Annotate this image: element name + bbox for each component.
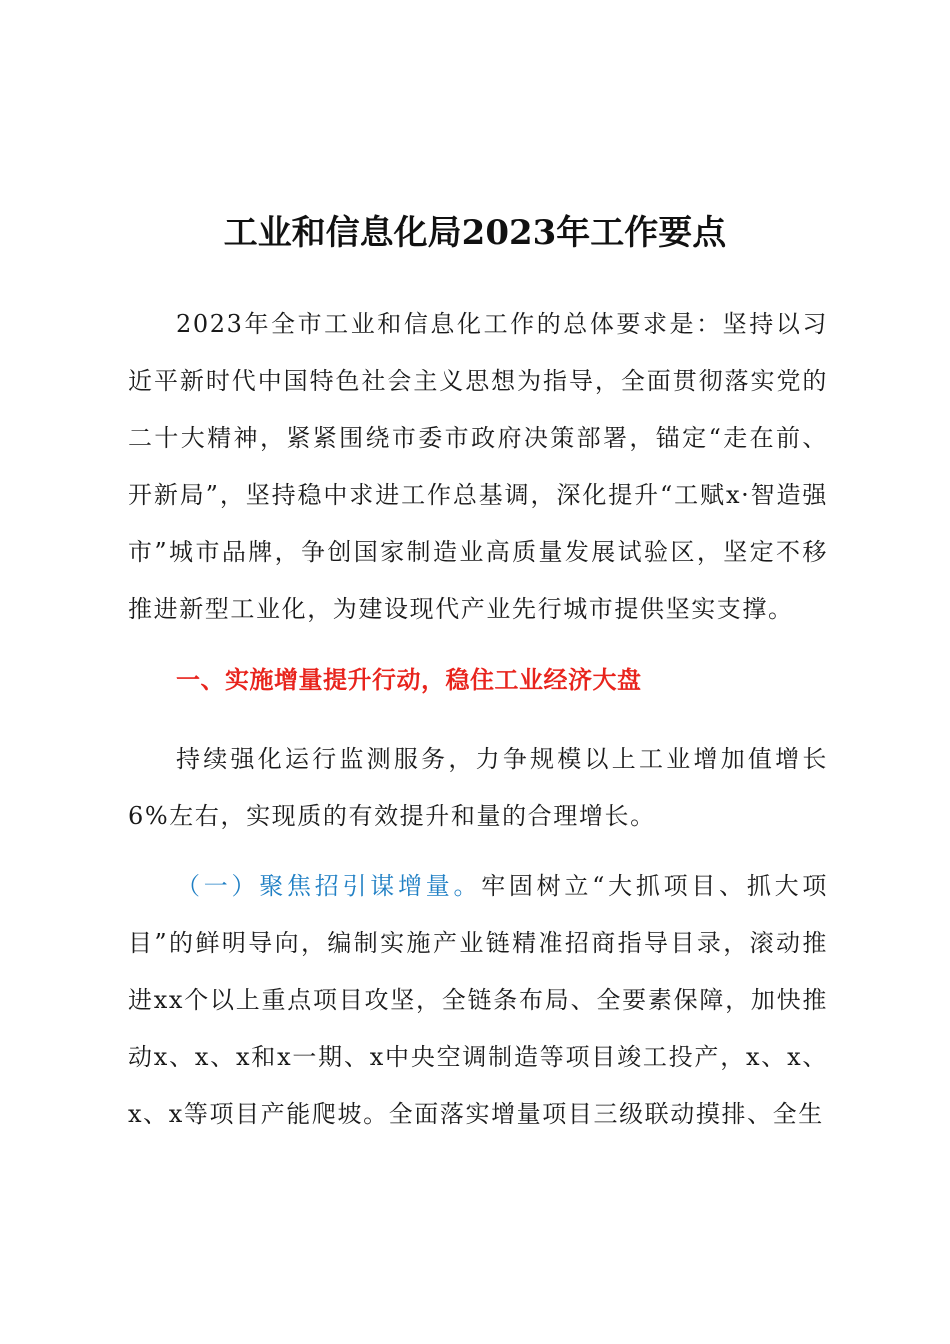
item-paragraph [128, 858, 828, 1143]
section-heading: 一、实施增量提升行动，稳住工业经济大盘 [176, 666, 642, 694]
intro-paragraph: 2023年全市工业和信息化工作的总体要求是：坚持以习近平新时代中国特色社会主义思想为指导，全面贯彻落实党的二十大精神，紧紧围绕市委市政府决策部署，锚定“走在前、开新局”，坚持稳中求进工作总基调，深化提升“工赋x·智造强市”城市品牌，争创国家制造业高质量发展试验区，坚定不移推进新型工业化，为建设现代产业先行城市提供坚实支撑。 [128, 310, 828, 623]
item-body-text: 牢固树立“大抓项目、抓大项目”的鲜明导向，编制实施产业链精准招商指导目录，滚动推进xx个以上重点项目攻坚，全链条布局、全要素保障，加快推动x、x、x和x一期、x中央空调制造等项目竣工投产，x、x、x、x等项目产能爬坡。全面落实增量项目三级联动摸排、全生 [128, 872, 828, 1128]
item-subheading: （一）聚焦招引谋增量。 [176, 872, 482, 900]
document-title: 工业和信息化局2023年工作要点 [223, 213, 727, 253]
section-summary-paragraph: 持续强化运行监测服务，力争规模以上工业增加值增长6%左右，实现质的有效提升和量的合理增长。 [128, 745, 828, 830]
